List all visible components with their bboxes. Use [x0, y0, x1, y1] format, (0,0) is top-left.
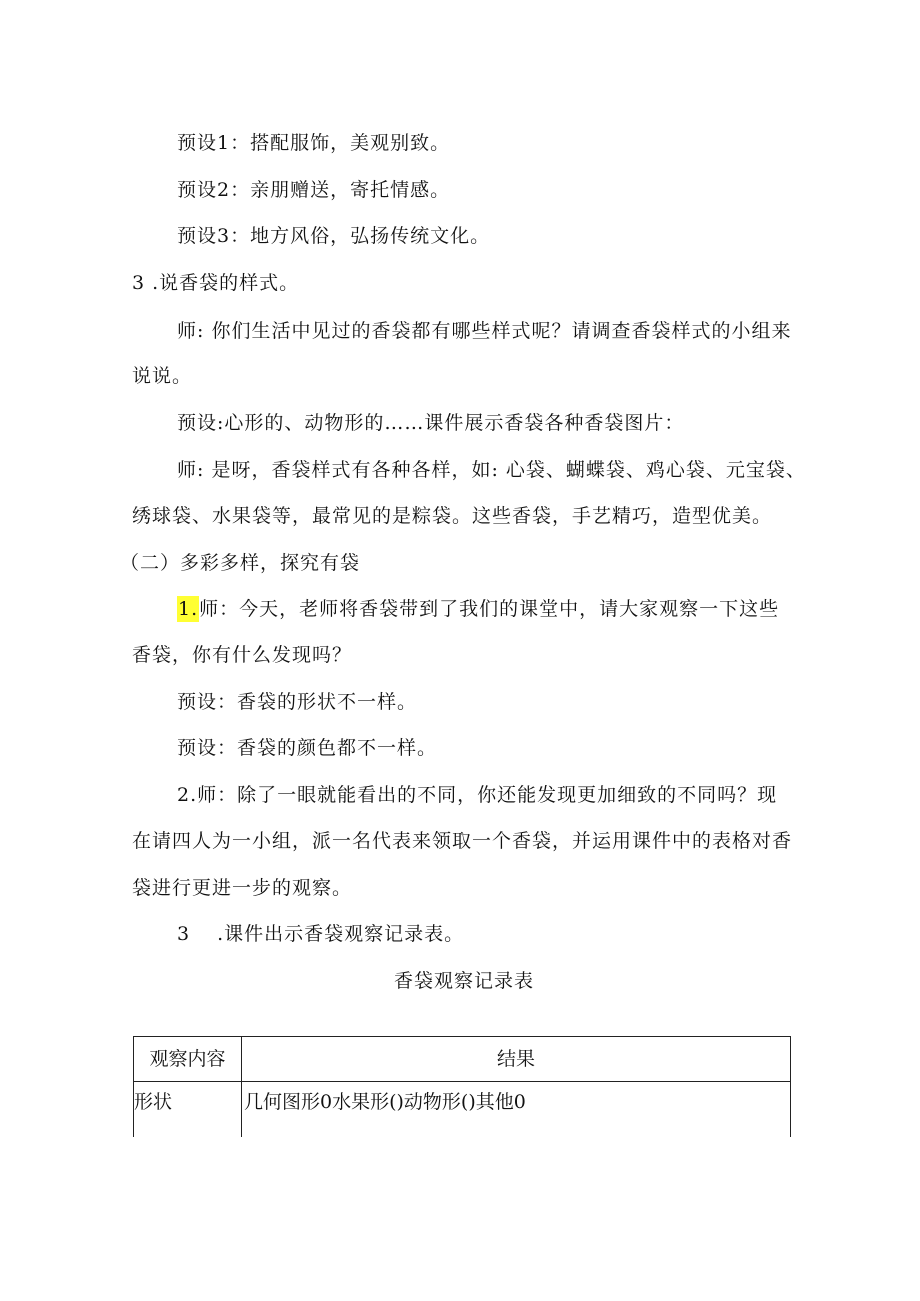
- preset-color-diff: 预设：香袋的颜色都不一样。: [177, 737, 438, 759]
- teacher-answer-cont: 绣球袋、水果袋等，最常见的是粽袋。这些香袋，手艺精巧，造型优美。: [132, 505, 773, 527]
- table-header-cell: 结果: [241, 1037, 791, 1081]
- table-cell: 形状: [133, 1082, 241, 1137]
- preset-1: 预设1：搭配服饰，美观别致。: [177, 132, 451, 154]
- table-row: [133, 1082, 791, 1137]
- item-1-text: 师：今天，老师将香袋带到了我们的课堂中，请大家观察一下这些: [199, 598, 780, 620]
- observation-table: [133, 1036, 791, 1137]
- preset-2: 预设2：亲朋赠送，寄托情感。: [177, 179, 451, 201]
- item-2-cont-a: 在请四人为一小组，派一名代表来领取一个香袋，并运用课件中的表格对香: [132, 830, 793, 852]
- table-title: 香袋观察记录表: [394, 970, 535, 992]
- preset-3: 预设3：地方风俗，弘扬传统文化。: [177, 225, 491, 247]
- item-2-cont-b: 袋进行更进一步的观察。: [132, 877, 353, 899]
- highlight-marker: 1.: [178, 598, 199, 620]
- teacher-question: 师: 你们生活中见过的香袋都有哪些样式呢？请调查香袋样式的小组来: [177, 320, 792, 342]
- section-heading-two: （二）多彩多样，探究有袋: [120, 552, 361, 574]
- section-heading-3: 3 .说香袋的样式。: [132, 272, 300, 294]
- table-cell: 几何图形0水果形()动物形()其他0: [241, 1082, 791, 1137]
- item-1-cont: 香袋，你有什么发现吗？: [132, 644, 353, 666]
- teacher-question-cont: 说说。: [132, 365, 193, 387]
- item-1: [177, 594, 779, 621]
- item-2: 2.师：除了一眼就能看出的不同，你还能发现更加细致的不同吗？现: [177, 784, 778, 806]
- table-header-row: [133, 1037, 791, 1082]
- table-header-cell: 观察内容: [133, 1037, 241, 1081]
- preset-shapes: 预设:心形的、动物形的……课件展示香袋各种香袋图片：: [177, 412, 685, 434]
- preset-shape-diff: 预设：香袋的形状不一样。: [177, 691, 418, 713]
- item-3: 3 .课件出示香袋观察记录表。: [177, 923, 465, 945]
- teacher-answer: 师: 是呀，香袋样式有各种各样，如: 心袋、蝴蝶袋、鸡心袋、元宝袋、: [177, 459, 806, 481]
